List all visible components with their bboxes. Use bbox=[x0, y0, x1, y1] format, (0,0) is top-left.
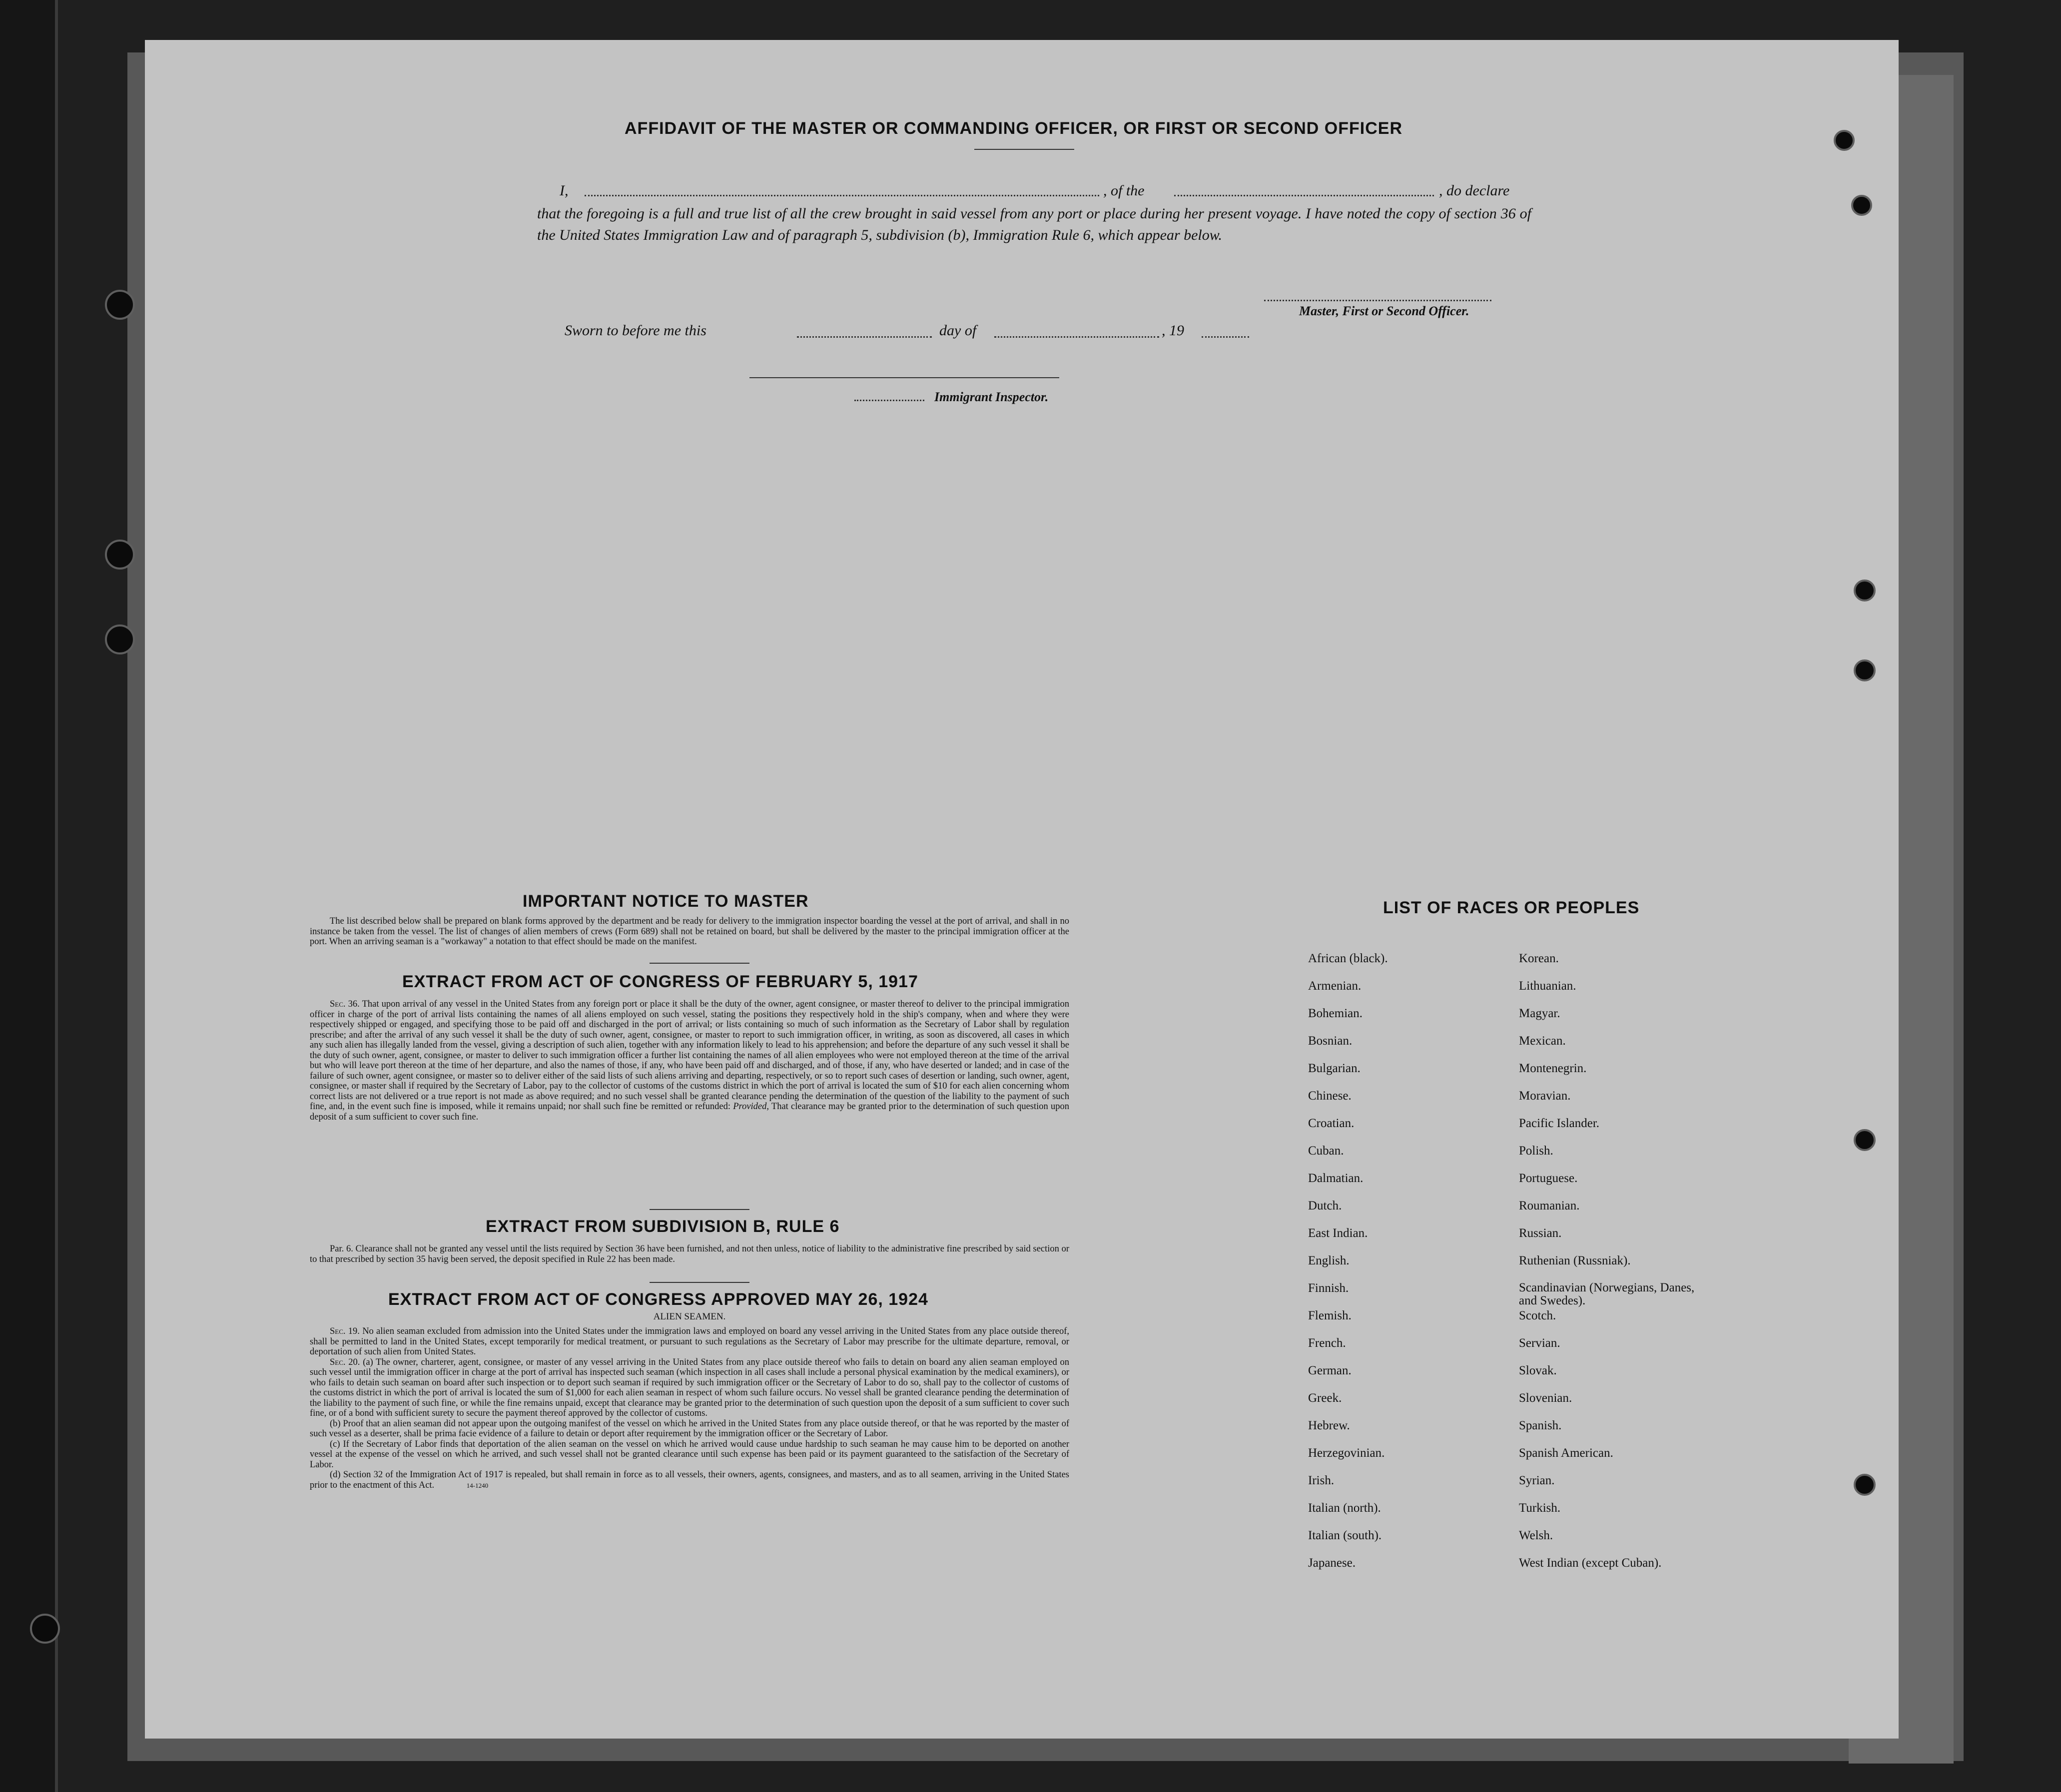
affidavit-body: that the foregoing is a full and true list of all the crew brought in said vessel from any port or place during her present voyage. I have noted the copy of section 36 of the United States Immigration Law and of paragraph 5, subdivision (b), Immigration Rule 6, which appear below. bbox=[537, 205, 1531, 243]
race-item: Moravian. bbox=[1519, 1089, 1571, 1103]
extract-rule6-text: Par. 6. Clearance shall not be granted any vessel until the lists required by Section 36 have been furnished, and not then unless, notice of liability to the administrative fine prescribed by said section or to that prescribed by section 35 havig been served, the deposit specified in Rule 22 has been made. bbox=[310, 1244, 1069, 1264]
sec19 bbox=[310, 1326, 1069, 1357]
inspector-blank-2 bbox=[854, 400, 924, 401]
notice-text bbox=[310, 916, 1069, 947]
form-number: 14-1240 bbox=[466, 1481, 489, 1489]
sec20d bbox=[310, 1470, 1069, 1491]
race-item: Montenegrin. bbox=[1519, 1062, 1587, 1075]
sworn-year-blank bbox=[1202, 336, 1249, 338]
race-item: Turkish. bbox=[1519, 1501, 1561, 1515]
race-item: Slovak. bbox=[1519, 1364, 1557, 1377]
sec19-label: Sec. 19. bbox=[330, 1326, 360, 1336]
affidavit-title: AFFIDAVIT OF THE MASTER OR COMMANDING OFFICER, OR FIRST OR SECOND OFFICER bbox=[625, 119, 1402, 138]
race-item: Cuban. bbox=[1308, 1144, 1344, 1158]
punch-hole bbox=[1854, 1129, 1876, 1151]
extract-1917-title: EXTRACT FROM ACT OF CONGRESS OF FEBRUARY 5, 1917 bbox=[402, 972, 918, 991]
race-item: Hebrew. bbox=[1308, 1419, 1350, 1432]
race-item: Slovenian. bbox=[1519, 1391, 1572, 1405]
race-item: African (black). bbox=[1308, 952, 1388, 965]
section-rule bbox=[650, 1209, 749, 1210]
punch-hole bbox=[30, 1614, 60, 1644]
race-item: Bulgarian. bbox=[1308, 1062, 1361, 1075]
sworn-label: Sworn to before me this bbox=[565, 322, 706, 339]
document-page bbox=[145, 40, 1899, 1739]
day-label: day of bbox=[939, 322, 977, 339]
race-item: Mexican. bbox=[1519, 1034, 1566, 1048]
sworn-month-blank bbox=[994, 336, 1159, 338]
race-item: Italian (south). bbox=[1308, 1529, 1382, 1542]
race-item: East Indian. bbox=[1308, 1226, 1368, 1240]
extract-1917-text bbox=[310, 999, 1069, 1122]
binder-edge bbox=[0, 0, 58, 1792]
name-blank bbox=[585, 195, 1099, 196]
notice-body: The list described below shall be prepared on blank forms approved by the department and be ready for delivery to the immigration inspector boarding the vessel at the port of arrival, and shall in no instance be taken from the vessel. The list of changes of alien members of crews (Form 689) shall not be retained on board, but shall be delivered by the master to the principal immigration officer at the port. When an arriving seaman is a "workaway" a notation to that effect should be made on the manifest. bbox=[310, 916, 1069, 947]
race-item: Greek. bbox=[1308, 1391, 1342, 1405]
race-item: Irish. bbox=[1308, 1474, 1335, 1487]
affidavit-i: I, bbox=[560, 182, 569, 199]
race-item: Russian. bbox=[1519, 1226, 1562, 1240]
race-item: Scotch. bbox=[1519, 1309, 1556, 1322]
punch-hole bbox=[1834, 130, 1855, 151]
sec36-label: Sec. 36. bbox=[330, 999, 360, 1009]
notice-title: IMPORTANT NOTICE TO MASTER bbox=[523, 892, 809, 911]
sec20a-body: (a) The owner, charterer, agent, consignee, or master of any vessel arriving in the United States from any place outside thereof who fails to detain on board any alien seaman employed on such vessel until the immigration officer in charge at the port of arrival has inspected such seaman (which inspection in all cases shall include a personal physical examination by the medical examiners), or who fails to detain such seaman on board after such inspection or to deport such seaman if required by such immigration officer or the Secretary of Labor to do so, shall pay to the collector of customs of the customs district in which the port of arrival is located the sum of $1,000 for each alien seaman in respect of whom such failure occurs. No vessel shall be granted clearance pending the determination of the liability to the payment of such fine, or while the fine remains unpaid, except that clearance may be granted prior to the determination of such question upon the deposit of a sum sufficient to cover such fine, or of a bond with sufficient surety to secure the payment thereof approved by the collector of customs. bbox=[310, 1357, 1069, 1418]
race-item: Spanish American. bbox=[1519, 1446, 1613, 1460]
section-rule bbox=[650, 1282, 749, 1283]
race-item: Polish. bbox=[1519, 1144, 1553, 1158]
race-item: Armenian. bbox=[1308, 979, 1362, 993]
vessel-blank bbox=[1174, 195, 1434, 196]
sec19-body: No alien seaman excluded from admission into the United States under the immigration laws and employed on board any vessel arriving in the United States from any place outside thereof, shall be permitted to land in the United States, except temporarily for medical treatment, or pursuant to such regulations as the Secretary of Labor may prescribe for the ultimate departure, removal, or deportation of such alien from United States. bbox=[310, 1326, 1070, 1357]
sec20c: (c) If the Secretary of Labor finds that deportation of the alien seaman on the vessel on which he arrived would cause undue hardship to such seaman he may cause him to be deported on another vessel at the expense of the vessel on which he arrived, and such vessel shall not be granted clearance until such expense has been paid or its payment guaranteed to the satisfaction of the Secretary of Labor. bbox=[310, 1439, 1069, 1470]
race-item: Bohemian. bbox=[1308, 1007, 1363, 1020]
year-label: , 19 bbox=[1162, 322, 1184, 339]
race-item: Croatian. bbox=[1308, 1117, 1355, 1130]
affidavit-of-the: , of the bbox=[1103, 182, 1145, 199]
race-item: Herzegovinian. bbox=[1308, 1446, 1385, 1460]
alien-seamen-subtitle: ALIEN SEAMEN. bbox=[653, 1311, 726, 1322]
race-item: Dutch. bbox=[1308, 1199, 1342, 1212]
sec36-end: That clearance may be granted prior to the determination of such question upon deposit of a sum sufficient to cover such fine. bbox=[310, 1102, 1070, 1122]
punch-hole bbox=[1854, 580, 1876, 601]
punch-hole bbox=[105, 290, 135, 320]
race-item: Italian (north). bbox=[1308, 1501, 1381, 1515]
race-item: Pacific Islander. bbox=[1519, 1117, 1600, 1130]
race-item: Ruthenian (Russniak). bbox=[1519, 1254, 1631, 1267]
race-item: Finnish. bbox=[1308, 1281, 1349, 1295]
sec20-label: Sec. 20. bbox=[330, 1357, 360, 1367]
race-item: Dalmatian. bbox=[1308, 1172, 1364, 1185]
affidavit-declare: , do declare bbox=[1439, 182, 1510, 199]
title-rule bbox=[974, 149, 1074, 150]
punch-hole bbox=[105, 624, 135, 654]
sec20d-body: (d) Section 32 of the Immigration Act of 1917 is repealed, but shall remain in force as to all vessels, their owners, agents, consignees, and masters, and as to all seamen, arriving in the United States prior to the enactment of this Act. bbox=[310, 1470, 1069, 1490]
race-item: West Indian (except Cuban). bbox=[1519, 1556, 1662, 1570]
race-item: Bosnian. bbox=[1308, 1034, 1353, 1048]
race-item: Magyar. bbox=[1519, 1007, 1560, 1020]
proviso-label: Provided, bbox=[733, 1102, 769, 1112]
race-item: English. bbox=[1308, 1254, 1350, 1267]
sec36-body: That upon arrival of any vessel in the United States from any foreign port or place it shall be the duty of the owner, agent consignee, or master thereof to deliver to the principal immigration officer in charge of the port of arrival lists containing the names of all aliens employed on such vessel, stating the positions they respectively hold in the ship's company, when and where they were respectively shipped or engaged, and specifying those to be paid off and discharged in the port of arrival; or lists containing so much of such information as the Secretary of Labor shall by regulation prescribe; and after the arrival of any such vessel it shall be the duty of such owner, agent, consignee, or master to report to such immigration officer, in writing, as soon as discovered, all cases in which any such alien has illegally landed from the vessel, giving a description of such alien, together with any information likely to lead to his apprehension; and before the departure of any such vessel it shall be the duty of such owner, agent, consignee, or master to deliver to such immigration officer a further list containing the names of all alien employees who were not employed thereon at the time of the arrival but who will leave port thereon at the time of her departure, and also the names of those, if any, who have been paid off and discharged, and of those, if any, who have deserted or landed; and in case of the failure of such owner, agent consignee, or master so to deliver either of the said lists of such aliens arriving and departing, respectively, or so to report such cases of desertion or landing, such owner, agent, consignee, or master shall if required by the Secretary of Labor, pay to the collector of customs of the customs district in which the port of arrival is located the sum of $10 for each alien concerning whom correct lists are not delivered or a true report is not made as above required; and no such vessel shall be granted clearance pending the determination of the question of the liability to the payment of such fine, and, in the event such fine is imposed, while it remains unpaid; nor shall such fine be remitted or refunded: bbox=[310, 999, 1069, 1112]
race-item: Servian. bbox=[1519, 1336, 1560, 1350]
punch-hole bbox=[1851, 195, 1872, 216]
extract-rule6-title: EXTRACT FROM SUBDIVISION B, RULE 6 bbox=[486, 1217, 840, 1236]
extract-1924-title: EXTRACT FROM ACT OF CONGRESS APPROVED MAY 26, 1924 bbox=[388, 1290, 928, 1309]
race-item: Japanese. bbox=[1308, 1556, 1356, 1570]
sworn-day-blank bbox=[797, 336, 932, 338]
punch-hole bbox=[1854, 1474, 1876, 1496]
inspector-blank bbox=[749, 377, 1059, 378]
race-item: Spanish. bbox=[1519, 1419, 1562, 1432]
race-item: French. bbox=[1308, 1336, 1346, 1350]
section-rule bbox=[650, 963, 749, 964]
punch-hole bbox=[1854, 659, 1876, 681]
race-item: Portuguese. bbox=[1519, 1172, 1578, 1185]
inspector-label: Immigrant Inspector. bbox=[934, 390, 1049, 404]
race-item: Lithuanian. bbox=[1519, 979, 1576, 993]
signature-blank bbox=[1264, 300, 1491, 301]
race-item: Flemish. bbox=[1308, 1309, 1352, 1322]
race-item: Chinese. bbox=[1308, 1089, 1352, 1103]
punch-hole bbox=[105, 540, 135, 570]
extract-1924-text bbox=[310, 1326, 1069, 1491]
sec20b: (b) Proof that an alien seaman did not appear upon the outgoing manifest of the vessel on which he arrived in the United States from any place outside thereof, or that he was reported by the master of such vessel as a deserter, shall be prima facie evidence of a failure to detain or deport after requirement by the immigration officer or the Secretary of Labor. bbox=[310, 1418, 1069, 1439]
race-item: Roumanian. bbox=[1519, 1199, 1580, 1212]
races-title: LIST OF RACES OR PEOPLES bbox=[1383, 898, 1640, 917]
sec20a bbox=[310, 1357, 1069, 1419]
race-item: German. bbox=[1308, 1364, 1352, 1377]
race-item: Scandinavian (Norwegians, Danes, and Swedes). bbox=[1519, 1281, 1695, 1307]
race-item: Korean. bbox=[1519, 952, 1559, 965]
race-item: Syrian. bbox=[1519, 1474, 1555, 1487]
race-item: Welsh. bbox=[1519, 1529, 1553, 1542]
signature-label: Master, First or Second Officer. bbox=[1299, 304, 1469, 318]
